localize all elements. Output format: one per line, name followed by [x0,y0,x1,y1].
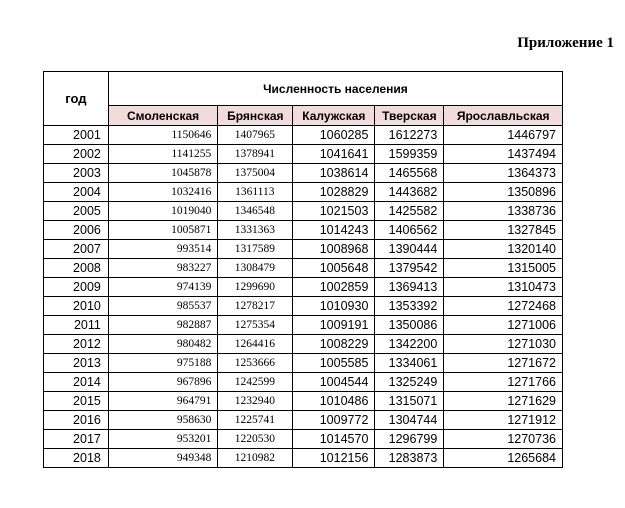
value-cell-smolensk: 982887 [108,316,217,335]
region-header-tver: Тверская [375,106,444,126]
year-cell: 2016 [44,411,109,430]
value-cell-smolensk: 953201 [108,430,217,449]
value-cell-yaroslavl: 1271006 [444,316,563,335]
table-row [44,354,563,373]
table-row [44,278,563,297]
value-cell-tver: 1296799 [375,430,444,449]
value-cell-bryansk: 1210982 [218,449,293,468]
table-body [44,126,563,468]
year-cell: 2012 [44,335,109,354]
value-cell-tver: 1369413 [375,278,444,297]
value-cell-tver: 1283873 [375,449,444,468]
region-header-smolensk: Смоленская [108,106,217,126]
value-cell-bryansk: 1375004 [218,164,293,183]
value-cell-smolensk: 1150646 [108,126,217,145]
value-cell-bryansk: 1346548 [218,202,293,221]
value-cell-yaroslavl: 1315005 [444,259,563,278]
value-cell-yaroslavl: 1437494 [444,145,563,164]
value-cell-bryansk: 1242599 [218,373,293,392]
value-cell-tver: 1350086 [375,316,444,335]
value-cell-kaluga: 1038614 [293,164,375,183]
year-cell: 2003 [44,164,109,183]
value-cell-yaroslavl: 1272468 [444,297,563,316]
appendix-label: Приложение 1 [517,35,614,51]
value-cell-tver: 1390444 [375,240,444,259]
year-cell: 2009 [44,278,109,297]
value-cell-kaluga: 1014243 [293,221,375,240]
year-cell: 2013 [44,354,109,373]
table-row [44,221,563,240]
table-row [44,164,563,183]
value-cell-tver: 1315071 [375,392,444,411]
value-cell-bryansk: 1278217 [218,297,293,316]
value-cell-yaroslavl: 1446797 [444,126,563,145]
year-cell: 2011 [44,316,109,335]
year-cell: 2015 [44,392,109,411]
value-cell-kaluga: 1041641 [293,145,375,164]
value-cell-kaluga: 1010486 [293,392,375,411]
value-cell-bryansk: 1308479 [218,259,293,278]
value-cell-tver: 1443682 [375,183,444,202]
value-cell-kaluga: 1005585 [293,354,375,373]
value-cell-bryansk: 1317589 [218,240,293,259]
value-cell-smolensk: 967896 [108,373,217,392]
year-cell: 2004 [44,183,109,202]
value-cell-smolensk: 958630 [108,411,217,430]
table-row [44,240,563,259]
value-cell-kaluga: 1005648 [293,259,375,278]
table-row [44,145,563,164]
year-cell: 2018 [44,449,109,468]
value-cell-tver: 1325249 [375,373,444,392]
value-cell-tver: 1465568 [375,164,444,183]
year-cell: 2005 [44,202,109,221]
value-cell-tver: 1334061 [375,354,444,373]
value-cell-yaroslavl: 1364373 [444,164,563,183]
value-cell-bryansk: 1299690 [218,278,293,297]
value-cell-yaroslavl: 1271030 [444,335,563,354]
value-cell-smolensk: 974139 [108,278,217,297]
region-header-yaroslavl: Ярославльская [444,106,563,126]
value-cell-tver: 1599359 [375,145,444,164]
value-cell-kaluga: 1012156 [293,449,375,468]
value-cell-kaluga: 1008968 [293,240,375,259]
value-cell-bryansk: 1378941 [218,145,293,164]
value-cell-smolensk: 983227 [108,259,217,278]
value-cell-yaroslavl: 1338736 [444,202,563,221]
value-cell-smolensk: 1019040 [108,202,217,221]
value-cell-yaroslavl: 1270736 [444,430,563,449]
value-cell-kaluga: 1014570 [293,430,375,449]
year-cell: 2006 [44,221,109,240]
value-cell-bryansk: 1361113 [218,183,293,202]
value-cell-kaluga: 1009772 [293,411,375,430]
table-row [44,392,563,411]
value-cell-yaroslavl: 1350896 [444,183,563,202]
table-row [44,373,563,392]
value-cell-kaluga: 1009191 [293,316,375,335]
value-cell-smolensk: 1032416 [108,183,217,202]
value-cell-kaluga: 1010930 [293,297,375,316]
value-cell-smolensk: 1045878 [108,164,217,183]
value-cell-kaluga: 1060285 [293,126,375,145]
value-cell-smolensk: 993514 [108,240,217,259]
value-cell-bryansk: 1275354 [218,316,293,335]
table-row [44,449,563,468]
year-cell: 2002 [44,145,109,164]
table-row [44,259,563,278]
year-cell: 2010 [44,297,109,316]
value-cell-tver: 1612273 [375,126,444,145]
table-row [44,202,563,221]
value-cell-bryansk: 1331363 [218,221,293,240]
year-column-header: год [44,72,109,126]
value-cell-kaluga: 1028829 [293,183,375,202]
table-row [44,316,563,335]
value-cell-tver: 1379542 [375,259,444,278]
year-cell: 2008 [44,259,109,278]
table-row [44,183,563,202]
table-row [44,411,563,430]
value-cell-smolensk: 1141255 [108,145,217,164]
value-cell-bryansk: 1407965 [218,126,293,145]
value-cell-smolensk: 949348 [108,449,217,468]
year-cell: 2017 [44,430,109,449]
value-cell-kaluga: 1021503 [293,202,375,221]
value-cell-kaluga: 1004544 [293,373,375,392]
population-group-header: Численность населения [108,72,562,106]
year-cell: 2001 [44,126,109,145]
value-cell-yaroslavl: 1271629 [444,392,563,411]
value-cell-yaroslavl: 1271766 [444,373,563,392]
value-cell-kaluga: 1008229 [293,335,375,354]
value-cell-tver: 1353392 [375,297,444,316]
value-cell-kaluga: 1002859 [293,278,375,297]
value-cell-bryansk: 1253666 [218,354,293,373]
table-row [44,126,563,145]
value-cell-bryansk: 1220530 [218,430,293,449]
table-row [44,297,563,316]
value-cell-yaroslavl: 1320140 [444,240,563,259]
value-cell-yaroslavl: 1327845 [444,221,563,240]
table-row [44,430,563,449]
value-cell-yaroslavl: 1271912 [444,411,563,430]
population-table [43,71,563,468]
value-cell-yaroslavl: 1265684 [444,449,563,468]
value-cell-smolensk: 964791 [108,392,217,411]
value-cell-tver: 1425582 [375,202,444,221]
value-cell-smolensk: 1005871 [108,221,217,240]
value-cell-bryansk: 1232940 [218,392,293,411]
value-cell-bryansk: 1225741 [218,411,293,430]
table-row [44,335,563,354]
region-header-kaluga: Калужская [293,106,375,126]
year-cell: 2014 [44,373,109,392]
value-cell-smolensk: 975188 [108,354,217,373]
value-cell-yaroslavl: 1271672 [444,354,563,373]
value-cell-smolensk: 985537 [108,297,217,316]
value-cell-tver: 1406562 [375,221,444,240]
value-cell-smolensk: 980482 [108,335,217,354]
value-cell-tver: 1304744 [375,411,444,430]
value-cell-bryansk: 1264416 [218,335,293,354]
region-header-bryansk: Брянская [218,106,293,126]
value-cell-tver: 1342200 [375,335,444,354]
year-cell: 2007 [44,240,109,259]
value-cell-yaroslavl: 1310473 [444,278,563,297]
